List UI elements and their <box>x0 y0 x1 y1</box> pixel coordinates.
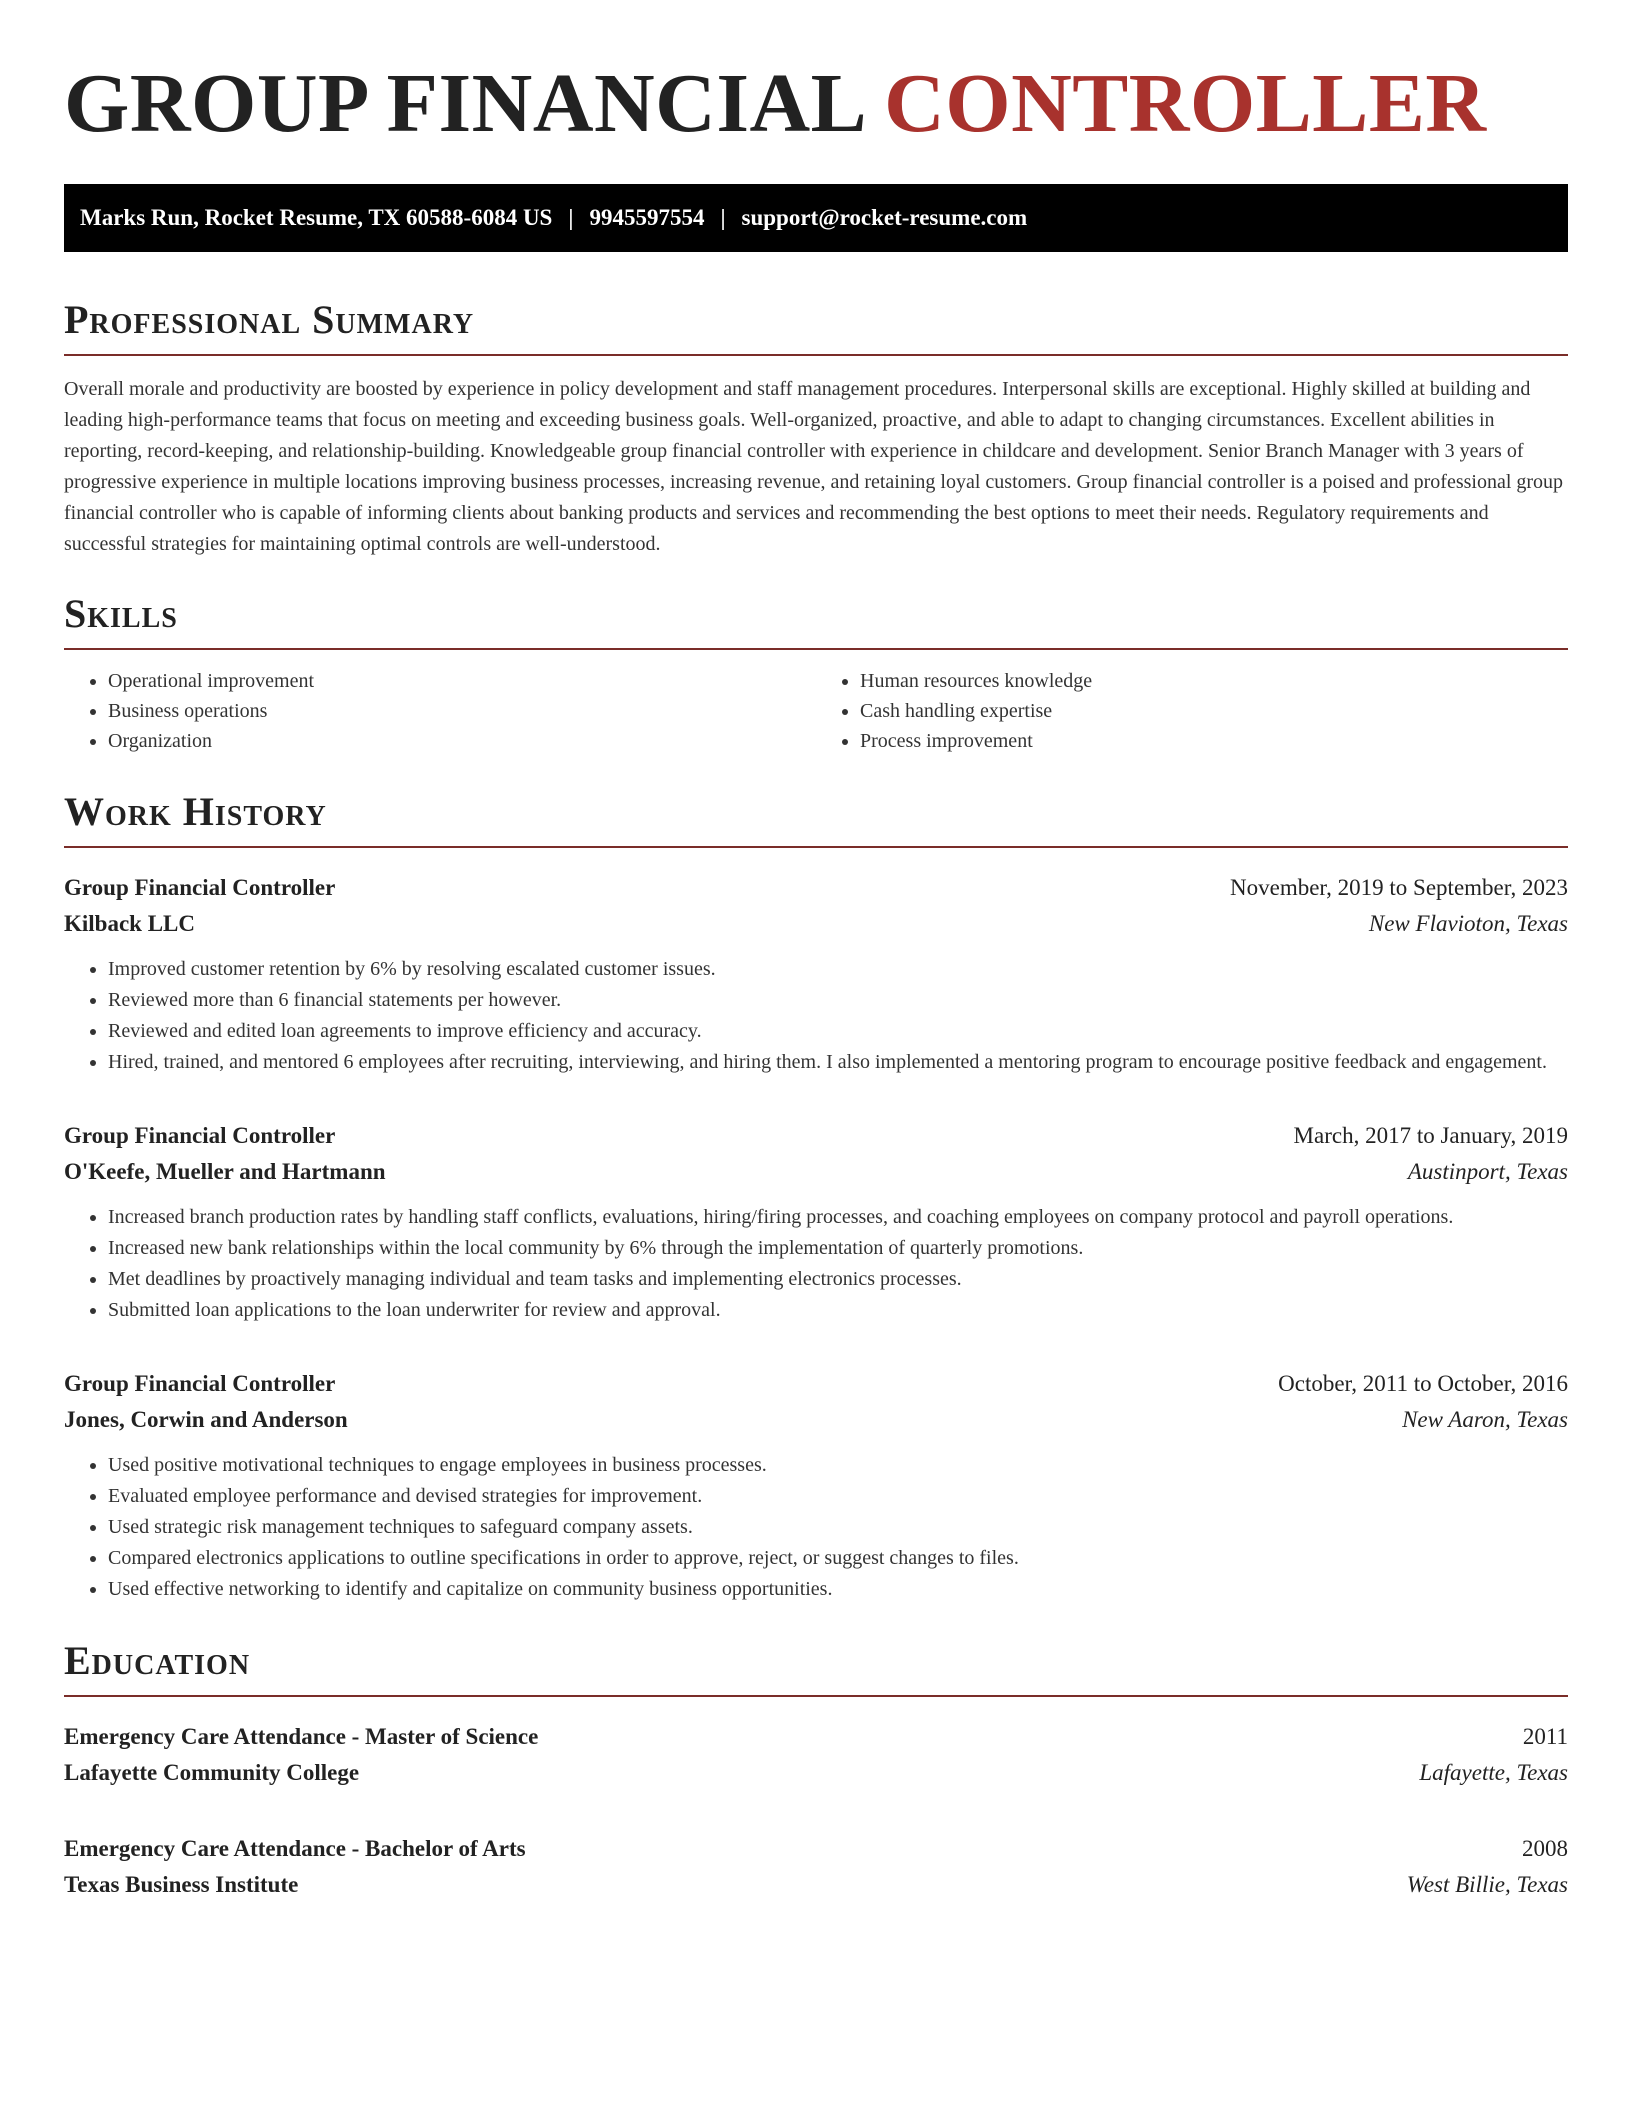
section-divider <box>64 1695 1568 1697</box>
skill-item: • Organization <box>108 726 816 756</box>
job-location: Austinport, Texas <box>1407 1159 1568 1184</box>
section-divider <box>64 648 1568 650</box>
job-company: O'Keefe, Mueller and Hartmann <box>64 1159 386 1184</box>
skill-item: • Cash handling expertise <box>860 696 1568 726</box>
education-year: 2011 <box>1522 1724 1568 1749</box>
section-education <box>64 1637 1568 1903</box>
job-location: New Aaron, Texas <box>1402 1407 1568 1432</box>
section-skills <box>64 590 1568 756</box>
job-location: New Flavioton, Texas <box>1368 911 1568 936</box>
job-bullet: • Compared electronics applications to outline specifications in order to approve, reject, or suggest changes to files. <box>108 1543 1568 1574</box>
education-degree: Emergency Care Attendance - Master of Science <box>64 1724 539 1749</box>
skill-item: • Process improvement <box>860 726 1568 756</box>
education-degree: Emergency Care Attendance - Bachelor of Arts <box>64 1836 526 1861</box>
contact-separator: | <box>568 205 574 230</box>
job-company-row <box>64 1402 1568 1438</box>
education-school: Texas Business Institute <box>64 1872 299 1897</box>
section-title-summary: Professional Summary <box>64 297 475 342</box>
contact-phone: 9945597554 <box>589 205 705 230</box>
education-school: Lafayette Community College <box>64 1760 360 1785</box>
job-header-row <box>64 1118 1568 1154</box>
job-bullet: • Increased branch production rates by handling staff conflicts, evaluations, hiring/firing processes, and coaching employees on company protocol and payroll operations. <box>108 1202 1568 1233</box>
section-summary <box>64 296 1568 560</box>
job-bullet: • Used positive motivational techniques to engage employees in business processes. <box>108 1450 1568 1481</box>
education-degree-row <box>64 1831 1568 1867</box>
education-school-row <box>64 1755 1568 1791</box>
education-location: West Billie, Texas <box>1406 1872 1568 1897</box>
job-bullet: • Used strategic risk management techniques to safeguard company assets. <box>108 1512 1568 1543</box>
job-company: Kilback LLC <box>64 911 196 936</box>
job-dates: October, 2011 to October, 2016 <box>1278 1371 1568 1396</box>
job-entry <box>64 1366 1568 1605</box>
contact-address: Marks Run, Rocket Resume, TX 60588-6084 US <box>80 205 553 230</box>
job-role: Group Financial Controller <box>64 1371 336 1396</box>
skill-item: • Business operations <box>108 696 816 726</box>
education-degree-row <box>64 1719 1568 1755</box>
section-title-work-history: Work History <box>64 789 327 834</box>
job-role: Group Financial Controller <box>64 875 336 900</box>
job-bullets <box>64 1450 1568 1605</box>
skills-columns <box>64 666 1568 756</box>
contact-email: support@rocket-resume.com <box>741 205 1028 230</box>
name-last: CONTROLLER <box>884 57 1487 150</box>
section-divider <box>64 354 1568 356</box>
education-entry <box>64 1719 1568 1791</box>
job-header-row <box>64 1366 1568 1402</box>
section-title-skills: Skills <box>64 591 178 636</box>
job-role: Group Financial Controller <box>64 1123 336 1148</box>
job-bullet: • Met deadlines by proactively managing individual and team tasks and implementing electronics processes. <box>108 1264 1568 1295</box>
education-school-row <box>64 1867 1568 1903</box>
job-header-row <box>64 870 1568 906</box>
job-entry <box>64 870 1568 1078</box>
job-company-row <box>64 906 1568 942</box>
job-bullets <box>64 954 1568 1078</box>
skills-list-left <box>64 666 816 756</box>
job-entry <box>64 1118 1568 1326</box>
job-bullet: • Reviewed and edited loan agreements to improve efficiency and accuracy. <box>108 1016 1568 1047</box>
job-bullet: • Submitted loan applications to the loan underwriter for review and approval. <box>108 1295 1568 1326</box>
job-dates: March, 2017 to January, 2019 <box>1293 1123 1568 1148</box>
summary-text: Overall morale and productivity are boosted by experience in policy development and staff management procedures. Interpersonal skills are exceptional. Highly skilled at building and leading high-performance teams that focus on meeting and exceeding business goals. Well-organized, proactive, and able to adapt to changing circumstances. Excellent abilities in reporting, record-keeping, and relationship-building. Knowledgeable group financial controller with experience in childcare and development. Senior Branch Manager with 3 years of progressive experience in multiple locations improving business processes, increasing revenue, and retaining loyal customers. Group financial controller is a poised and professional group financial controller who is capable of informing clients about banking products and services and recommending the best options to meet their needs. Regulatory requirements and successful strategies for maintaining optimal controls are well-understood. <box>64 378 1564 555</box>
job-dates: November, 2019 to September, 2023 <box>1230 875 1568 900</box>
skills-list-right <box>816 666 1568 756</box>
education-location: Lafayette, Texas <box>1419 1760 1568 1785</box>
job-bullets <box>64 1202 1568 1326</box>
resume-name <box>64 56 1568 152</box>
job-bullet: • Used effective networking to identify and capitalize on community business opportunities. <box>108 1574 1568 1605</box>
job-bullet: • Reviewed more than 6 financial statements per however. <box>108 985 1568 1016</box>
job-bullet: • Hired, trained, and mentored 6 employees after recruiting, interviewing, and hiring them. I also implemented a mentoring program to encourage positive feedback and engagement. <box>108 1047 1568 1078</box>
job-bullet: • Improved customer retention by 6% by resolving escalated customer issues. <box>108 954 1568 985</box>
section-divider <box>64 846 1568 848</box>
contact-bar <box>64 184 1568 252</box>
education-year: 2008 <box>1522 1836 1568 1861</box>
contact-separator: | <box>720 205 726 230</box>
section-title-education: Education <box>64 1638 251 1683</box>
section-work-history <box>64 788 1568 1605</box>
skill-item: • Human resources knowledge <box>860 666 1568 696</box>
job-company-row <box>64 1154 1568 1190</box>
skill-item: • Operational improvement <box>108 666 816 696</box>
name-first: GROUP FINANCIAL <box>64 57 863 150</box>
job-bullet: • Evaluated employee performance and devised strategies for improvement. <box>108 1481 1568 1512</box>
job-bullet: • Increased new bank relationships within the local community by 6% through the implementation of quarterly promotions. <box>108 1233 1568 1264</box>
education-entry <box>64 1831 1568 1903</box>
job-company: Jones, Corwin and Anderson <box>64 1407 348 1432</box>
